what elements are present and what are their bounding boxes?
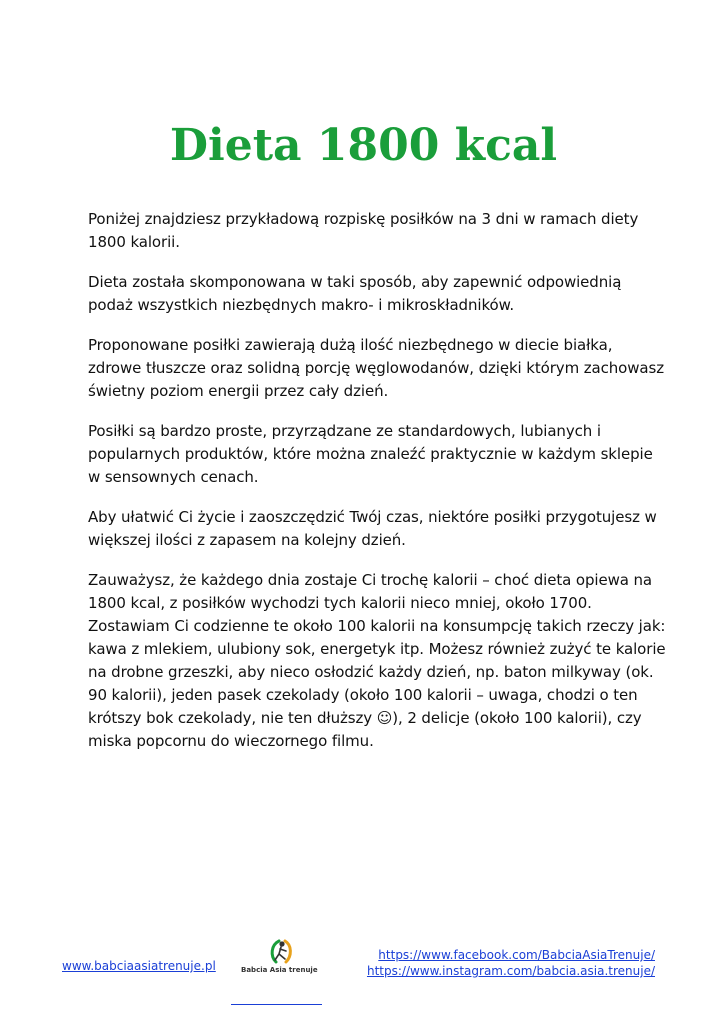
- brand-logo: [241, 937, 321, 979]
- paragraph-intro: Poniżej znajdziesz przykładową rozpiskę posiłków na 3 dni w ramach diety 1800 kalorii.: [88, 210, 639, 251]
- logo-underline: [231, 1004, 322, 1005]
- paragraph-composition: Dieta została skomponowana w taki sposób, aby zapewnić odpowiednią podaż wszystkich niezbędnych makro- i mikroskładników.: [88, 273, 622, 314]
- page-title: Dieta 1800 kcal: [169, 120, 558, 171]
- paragraph-extra-calories: Zauważysz, że każdego dnia zostaje Ci trochę kalorii – choć dieta opiewa na 1800 kcal, z posiłków wychodzi tych kalorii nieco mniej, około 1700. Zostawiam Ci codzienne te około 100 kalorii na konsumpcję takich rzeczy jak: kawa z mlekiem, ulubiony sok, energetyk itp. Możesz również zużyć te kalorie na drobne grzeszki, aby nieco osłodzić każdy dzień, np. baton milkyway (ok. 90 kalorii), jeden pasek czekolady (około 100 kalorii – uwaga, chodzi o ten krótszy bok czekolady, nie ten dłuższy ☺), 2 delicje (około 100 kalorii), czy miska popcornu do wieczornego filmu.: [88, 571, 666, 750]
- logo-text: Babcia Asia trenuje: [241, 966, 318, 974]
- website-link[interactable]: www.babciaasiatrenuje.pl: [62, 959, 216, 973]
- facebook-link[interactable]: https://www.facebook.com/BabciaAsiaTrenuje/: [378, 948, 655, 962]
- paragraph-time-saving: Aby ułatwić Ci życie i zaoszczędzić Twój czas, niektóre posiłki przygotujesz w większej ilości z zapasem na kolejny dzień.: [88, 508, 657, 549]
- instagram-link[interactable]: https://www.instagram.com/babcia.asia.trenuje/: [366, 964, 655, 978]
- document-body: [88, 208, 668, 770]
- paragraph-products: Posiłki są bardzo proste, przyrządzane ze standardowych, lubianych i popularnych produktów, które można znaleźć praktycznie w każdym sklepie w sensownych cenach.: [88, 422, 653, 486]
- social-links: [367, 947, 655, 979]
- runner-logo-icon: [241, 937, 321, 965]
- paragraph-nutrients: Proponowane posiłki zawierają dużą ilość niezbędnego w diecie białka, zdrowe tłuszcze oraz solidną porcję węglowodanów, dzięki którym zachowasz świetny poziom energii przez cały dzień.: [88, 336, 665, 400]
